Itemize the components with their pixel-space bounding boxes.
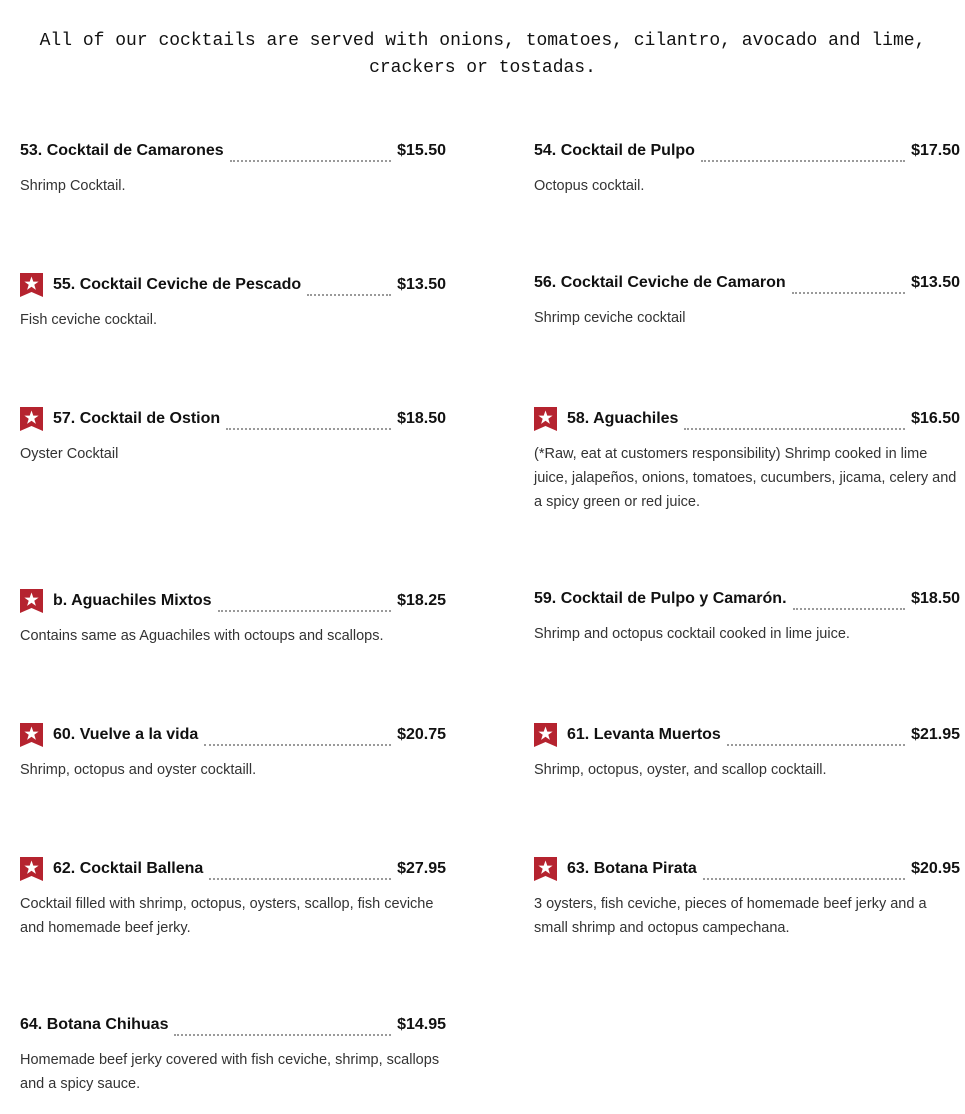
item-price: $20.75 <box>397 726 446 743</box>
item-name: 53. Cocktail de Camarones <box>20 142 224 159</box>
item-price: $27.95 <box>397 860 446 877</box>
menu-item <box>20 138 446 198</box>
item-price: $15.50 <box>397 142 446 159</box>
leader-dots <box>218 596 392 612</box>
leader-dots <box>209 864 391 880</box>
star-badge-icon <box>534 857 557 881</box>
menu-item <box>534 406 960 514</box>
leader-dots <box>204 730 391 746</box>
item-description: 3 oysters, fish ceviche, pieces of homemade beef jerky and a small shrimp and octopus campechana. <box>534 896 927 936</box>
star-badge-icon <box>20 273 43 297</box>
item-description: Contains same as Aguachiles with octoups and scallops. <box>20 628 384 644</box>
menu-item <box>20 856 446 940</box>
leader-dots <box>230 146 391 162</box>
leader-dots <box>701 146 905 162</box>
star-badge-icon <box>20 589 43 613</box>
star-badge-icon <box>20 723 43 747</box>
item-description: Shrimp and octopus cocktail cooked in lime juice. <box>534 626 850 642</box>
leader-dots <box>793 594 906 610</box>
item-description: Octopus cocktail. <box>534 178 645 194</box>
star-badge-icon <box>20 857 43 881</box>
item-description: Shrimp, octopus, oyster, and scallop cocktaill. <box>534 762 827 778</box>
item-price: $17.50 <box>911 142 960 159</box>
item-name: 60. Vuelve a la vida <box>53 726 199 743</box>
leader-dots <box>174 1020 391 1036</box>
leader-dots <box>684 414 905 430</box>
item-name: 58. Aguachiles <box>567 410 679 427</box>
item-description: Fish ceviche cocktail. <box>20 312 157 328</box>
star-badge-icon <box>534 723 557 747</box>
star-badge-icon <box>534 407 557 431</box>
item-description: Shrimp ceviche cocktail <box>534 310 686 326</box>
menu-item <box>534 586 960 646</box>
leader-dots <box>792 278 905 294</box>
item-price: $18.50 <box>397 410 446 427</box>
item-price: $21.95 <box>911 726 960 743</box>
menu-item <box>20 588 446 648</box>
menu-item <box>20 1012 446 1096</box>
menu-item <box>20 406 446 466</box>
menu-item <box>534 722 960 782</box>
item-name: b. Aguachiles Mixtos <box>53 592 212 609</box>
item-price: $18.50 <box>911 590 960 607</box>
item-price: $18.25 <box>397 592 446 609</box>
item-name: 64. Botana Chihuas <box>20 1016 169 1033</box>
item-name: 61. Levanta Muertos <box>567 726 721 743</box>
star-badge-icon <box>20 407 43 431</box>
item-name: 55. Cocktail Ceviche de Pescado <box>53 276 302 293</box>
menu-item <box>20 272 446 332</box>
leader-dots <box>703 864 905 880</box>
menu-intro: All of our cocktails are served with onions, tomatoes, cilantro, avocado and lime, crackers or tostadas. <box>39 31 926 78</box>
leader-dots <box>727 730 905 746</box>
item-price: $14.95 <box>397 1016 446 1033</box>
leader-dots <box>226 414 391 430</box>
item-description: Oyster Cocktail <box>20 446 119 462</box>
menu-item <box>534 270 960 330</box>
menu-item <box>534 138 960 198</box>
menu-item <box>534 856 960 940</box>
item-name: 59. Cocktail de Pulpo y Camarón. <box>534 590 787 607</box>
item-name: 56. Cocktail Ceviche de Camaron <box>534 274 786 291</box>
item-price: $13.50 <box>397 276 446 293</box>
item-price: $13.50 <box>911 274 960 291</box>
leader-dots <box>307 280 391 296</box>
item-name: 54. Cocktail de Pulpo <box>534 142 695 159</box>
item-description: Homemade beef jerky covered with fish ceviche, shrimp, scallops and a spicy sauce. <box>20 1052 440 1092</box>
item-price: $16.50 <box>911 410 960 427</box>
item-description: (*Raw, eat at customers responsibility) Shrimp cooked in lime juice, jalapeños, onions, tomatoes, cucumbers, jicama, celery and a spicy green or red juice. <box>534 446 957 510</box>
item-price: $20.95 <box>911 860 960 877</box>
item-name: 57. Cocktail de Ostion <box>53 410 221 427</box>
item-description: Shrimp Cocktail. <box>20 178 126 194</box>
item-name: 63. Botana Pirata <box>567 860 697 877</box>
item-name: 62. Cocktail Ballena <box>53 860 204 877</box>
item-description: Cocktail filled with shrimp, octopus, oysters, scallop, fish ceviche and homemade beef jerky. <box>20 896 434 936</box>
menu-item <box>20 722 446 782</box>
item-description: Shrimp, octopus and oyster cocktaill. <box>20 762 257 778</box>
